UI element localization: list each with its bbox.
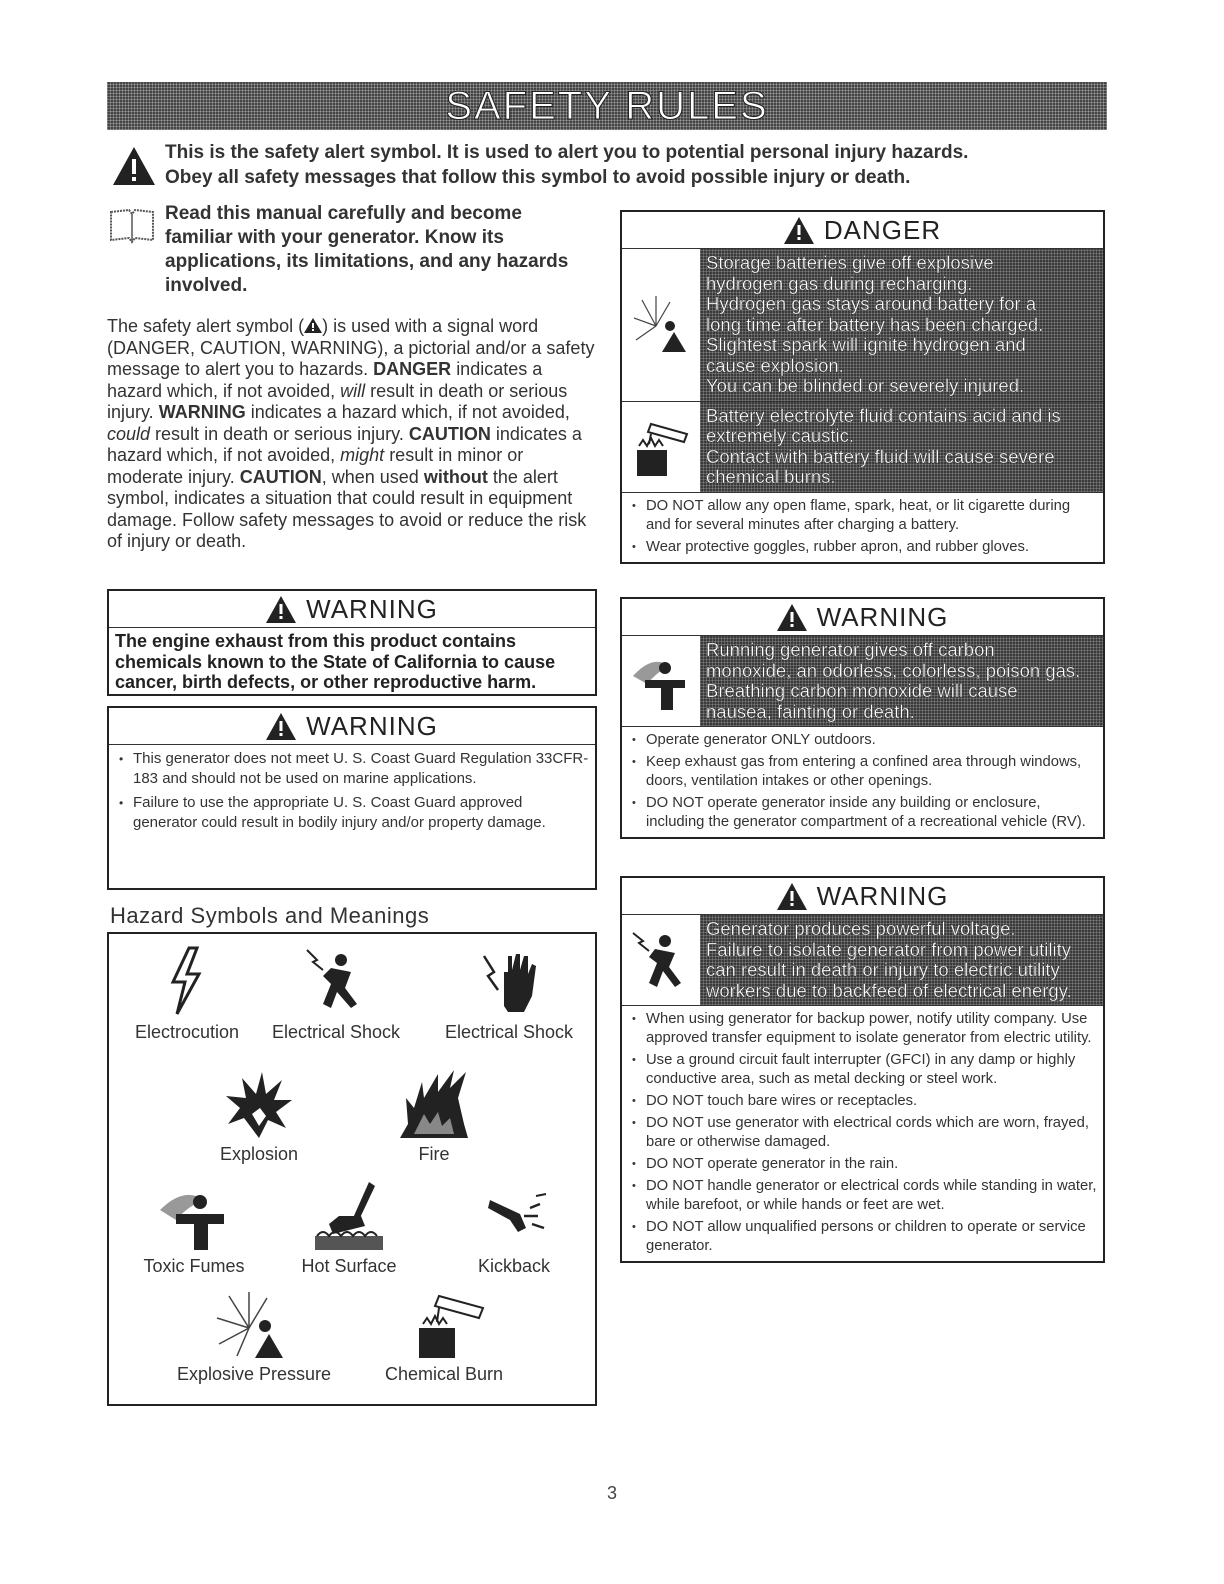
warning-row-voltage <box>622 914 1103 1005</box>
hot-surface-icon <box>309 1180 389 1252</box>
read-manual-line-3: applications, its limitations, and any hazards <box>165 251 569 272</box>
hazard-explosive-pressure <box>164 1288 344 1385</box>
warning-line: Failure to isolate generator from power utility <box>706 938 1072 960</box>
explanation-text: indicates a hazard which, if not avoided, <box>107 359 543 401</box>
hazard-label: Toxic Fumes <box>143 1256 245 1276</box>
safety-alert-icon <box>304 318 322 333</box>
read-manual-notice <box>107 200 597 300</box>
danger-line: Hydrogen gas stays around battery for a <box>706 293 1037 314</box>
safety-alert-icon <box>777 604 807 631</box>
list-item: • This generator does not meet U. S. Coast Guard Regulation 33CFR-183 and should not be used on marine applications. <box>119 749 589 789</box>
danger-keyword: DANGER <box>373 359 452 379</box>
signal-word: WARNING <box>306 593 438 624</box>
falling-person-shock-icon <box>622 915 700 1005</box>
hazard-label: Electrocution <box>134 1022 240 1042</box>
hazard-label: Explosive Pressure <box>176 1364 332 1384</box>
hazard-label: Electrical Shock <box>444 1022 574 1042</box>
hazard-chemical-burn <box>369 1288 519 1385</box>
safety-alert-intro <box>112 138 1102 194</box>
left-column <box>107 200 597 553</box>
danger-line: cause explosion. <box>706 354 844 376</box>
hazard-symbols-title: Hazard Symbols and Meanings <box>110 903 430 928</box>
safety-alert-icon <box>777 883 807 910</box>
danger-line: hydrogen gas during recharging. <box>706 272 973 294</box>
explanation-text: result in death or serious injury. <box>155 423 404 444</box>
signal-word: WARNING <box>816 880 949 911</box>
danger-line: Contact with battery fluid will cause severe <box>706 445 1055 467</box>
explosion-icon <box>224 1068 294 1140</box>
hazard-hot-surface <box>284 1180 414 1277</box>
list-item: • DO NOT allow any open flame, spark, heat, or lit cigarette during and for several minutes after charging a battery. <box>628 497 1097 535</box>
explanation-text: indicates a hazard which, if not avoided, <box>107 423 582 465</box>
hazard-toxic-fumes <box>124 1180 264 1277</box>
list-item: • Wear protective goggles, rubber apron, and rubber gloves. <box>628 538 1097 557</box>
explanation-text: result in minor or moderate injury. <box>107 445 524 487</box>
danger-line: Storage batteries give off explosive <box>706 252 994 273</box>
explosive-pressure-icon <box>622 249 700 401</box>
emphasis-will: will <box>340 380 366 401</box>
danger-line: Slightest spark will ignite hydrogen and <box>706 334 1026 355</box>
warning-header <box>109 591 595 628</box>
danger-box-battery <box>620 210 1105 564</box>
list-item: • DO NOT use generator with electrical cords which are worn, frayed, bare or otherwise damaged. <box>628 1114 1097 1152</box>
emphasis-could: could <box>107 423 151 444</box>
explosive-pressure-icon <box>209 1288 299 1360</box>
warning-header <box>622 878 1103 914</box>
emphasis-might: might <box>340 445 385 465</box>
page-title: SAFETY RULES <box>445 83 769 128</box>
danger-line: Battery electrolyte fluid contains acid and is <box>706 404 1061 426</box>
explanation-text: result in death or serious injury. <box>107 380 568 422</box>
caution-keyword: CAUTION <box>408 423 491 444</box>
safety-alert-icon <box>266 596 296 623</box>
safety-alert-icon <box>784 217 814 244</box>
danger-row-chemical <box>622 401 1103 492</box>
hazard-symbols-box <box>107 932 597 1406</box>
kickback-icon <box>474 1180 554 1252</box>
warning-line: monoxide, an odorless, colorless, poison gas. <box>706 659 1081 681</box>
hazard-kickback <box>449 1180 579 1277</box>
warning-header <box>622 599 1103 635</box>
hazard-label: Fire <box>418 1144 450 1164</box>
lightning-bolt-icon <box>167 946 207 1018</box>
explanation-text: ) is used with a signal word (DANGER, CAUTION, WARNING), a pictorial and/or a safety message to alert you to hazards. <box>107 316 595 379</box>
warning-line: nausea, fainting or death. <box>706 700 915 722</box>
read-manual-line-1: Read this manual carefully and become <box>165 203 522 224</box>
signal-word-explanation <box>107 316 597 553</box>
intro-line-1: This is the safety alert symbol. It is used to alert you to potential personal injury hazards. <box>165 142 969 163</box>
falling-person-shock-icon <box>301 946 371 1018</box>
danger-line: extremely caustic. <box>706 425 855 446</box>
emphasis-without: without <box>423 466 488 487</box>
warning-box-coast-guard <box>107 706 597 890</box>
warning-box-california <box>107 589 597 696</box>
danger-header <box>622 212 1103 248</box>
explanation-text: the alert symbol, indicates a situation that could result in equipment damage. Follow safety messages to avoid or reduce the risk of injury or death. <box>107 466 587 551</box>
hazard-electrical-shock-hand <box>434 946 584 1043</box>
signal-word: DANGER <box>823 214 942 245</box>
hazard-electrocution <box>127 946 247 1043</box>
warning-line: Breathing carbon monoxide will cause <box>706 680 1018 701</box>
hazard-label: Explosion <box>219 1144 299 1164</box>
list-item: • DO NOT operate generator in the rain. <box>628 1155 1097 1174</box>
read-manual-line-4: involved. <box>165 275 248 296</box>
hazard-label: Kickback <box>477 1256 551 1276</box>
warning-line: can result in death or injury to electric utility <box>706 959 1060 980</box>
hazard-explosion <box>199 1068 319 1165</box>
warning-line: workers due to backfeed of electrical energy. <box>706 979 1072 1001</box>
list-item: • DO NOT allow unqualified persons or children to operate or service generator. <box>628 1218 1097 1256</box>
list-item: • DO NOT touch bare wires or receptacles. <box>628 1092 1097 1111</box>
list-item: • Operate generator ONLY outdoors. <box>628 731 1097 750</box>
safety-alert-icon <box>112 146 156 186</box>
chemical-burn-icon <box>622 402 700 492</box>
read-manual-line-2: familiar with your generator. Know its <box>165 227 504 248</box>
hand-shock-icon <box>474 946 544 1018</box>
caution-keyword: CAUTION <box>239 466 322 487</box>
list-item: • Use a ground circuit fault interrupter (GFCI) in any damp or highly conductive area, such as metal decking or steel work. <box>628 1051 1097 1089</box>
toxic-fumes-icon <box>154 1180 234 1252</box>
warning-line: Generator produces powerful voltage. <box>706 918 1016 939</box>
safety-alert-icon <box>266 713 296 740</box>
toxic-fumes-icon <box>622 636 700 726</box>
page-number: 3 <box>606 1483 617 1503</box>
list-item: • When using generator for backup power, notify utility company. Use approved transfer equipment to isolate generator from electric utility. <box>628 1010 1097 1048</box>
hazard-electrical-shock-person <box>261 946 411 1043</box>
warning-box-carbon-monoxide <box>620 597 1105 839</box>
chemical-burn-icon <box>399 1288 489 1360</box>
hazard-label: Chemical Burn <box>384 1364 504 1384</box>
list-item: • DO NOT handle generator or electrical cords while standing in water, while barefoot, or while hands or feet are wet. <box>628 1177 1097 1215</box>
warning-row-carbon <box>622 635 1103 726</box>
list-item: • Keep exhaust gas from entering a confined area through windows, doors, ventilation intakes or other openings. <box>628 753 1097 791</box>
hazard-fire <box>374 1068 494 1165</box>
warning-line-3: cancer, birth defects, or other reproductive harm. <box>115 672 537 692</box>
warning-keyword: WARNING <box>158 402 246 422</box>
warning-line: Running generator gives off carbon <box>706 639 995 660</box>
fire-icon <box>394 1068 474 1140</box>
warning-line-1: The engine exhaust from this product contains <box>115 631 517 651</box>
explanation-text: indicates a hazard which, if not avoided, <box>250 402 570 422</box>
list-item: • Failure to use the appropriate U. S. Coast Guard approved generator could result in bodily injury and/or property damage. <box>119 793 589 833</box>
danger-line: chemical burns. <box>706 466 836 487</box>
danger-line: long time after battery has been charged. <box>706 313 1044 335</box>
explanation-text: , when used <box>321 466 419 487</box>
warning-line-2: chemicals known to the State of California to cause <box>115 651 556 672</box>
hazard-label: Electrical Shock <box>271 1022 401 1042</box>
warning-box-voltage <box>620 876 1105 1263</box>
list-item: • DO NOT operate generator inside any building or enclosure, including the generator compartment of a recreational vehicle (RV). <box>628 794 1097 832</box>
danger-row-explosive <box>622 248 1103 401</box>
open-book-icon <box>107 206 157 246</box>
signal-word: WARNING <box>816 601 949 632</box>
signal-word: WARNING <box>306 710 438 741</box>
warning-header <box>109 708 595 745</box>
danger-line: You can be blinded or severely injured. <box>706 375 1025 396</box>
intro-line-2: Obey all safety messages that follow this symbol to avoid possible injury or death. <box>165 167 911 188</box>
safety-rules-banner <box>107 82 1107 130</box>
hazard-label: Hot Surface <box>301 1256 397 1276</box>
explanation-text: The safety alert symbol ( <box>107 316 305 336</box>
